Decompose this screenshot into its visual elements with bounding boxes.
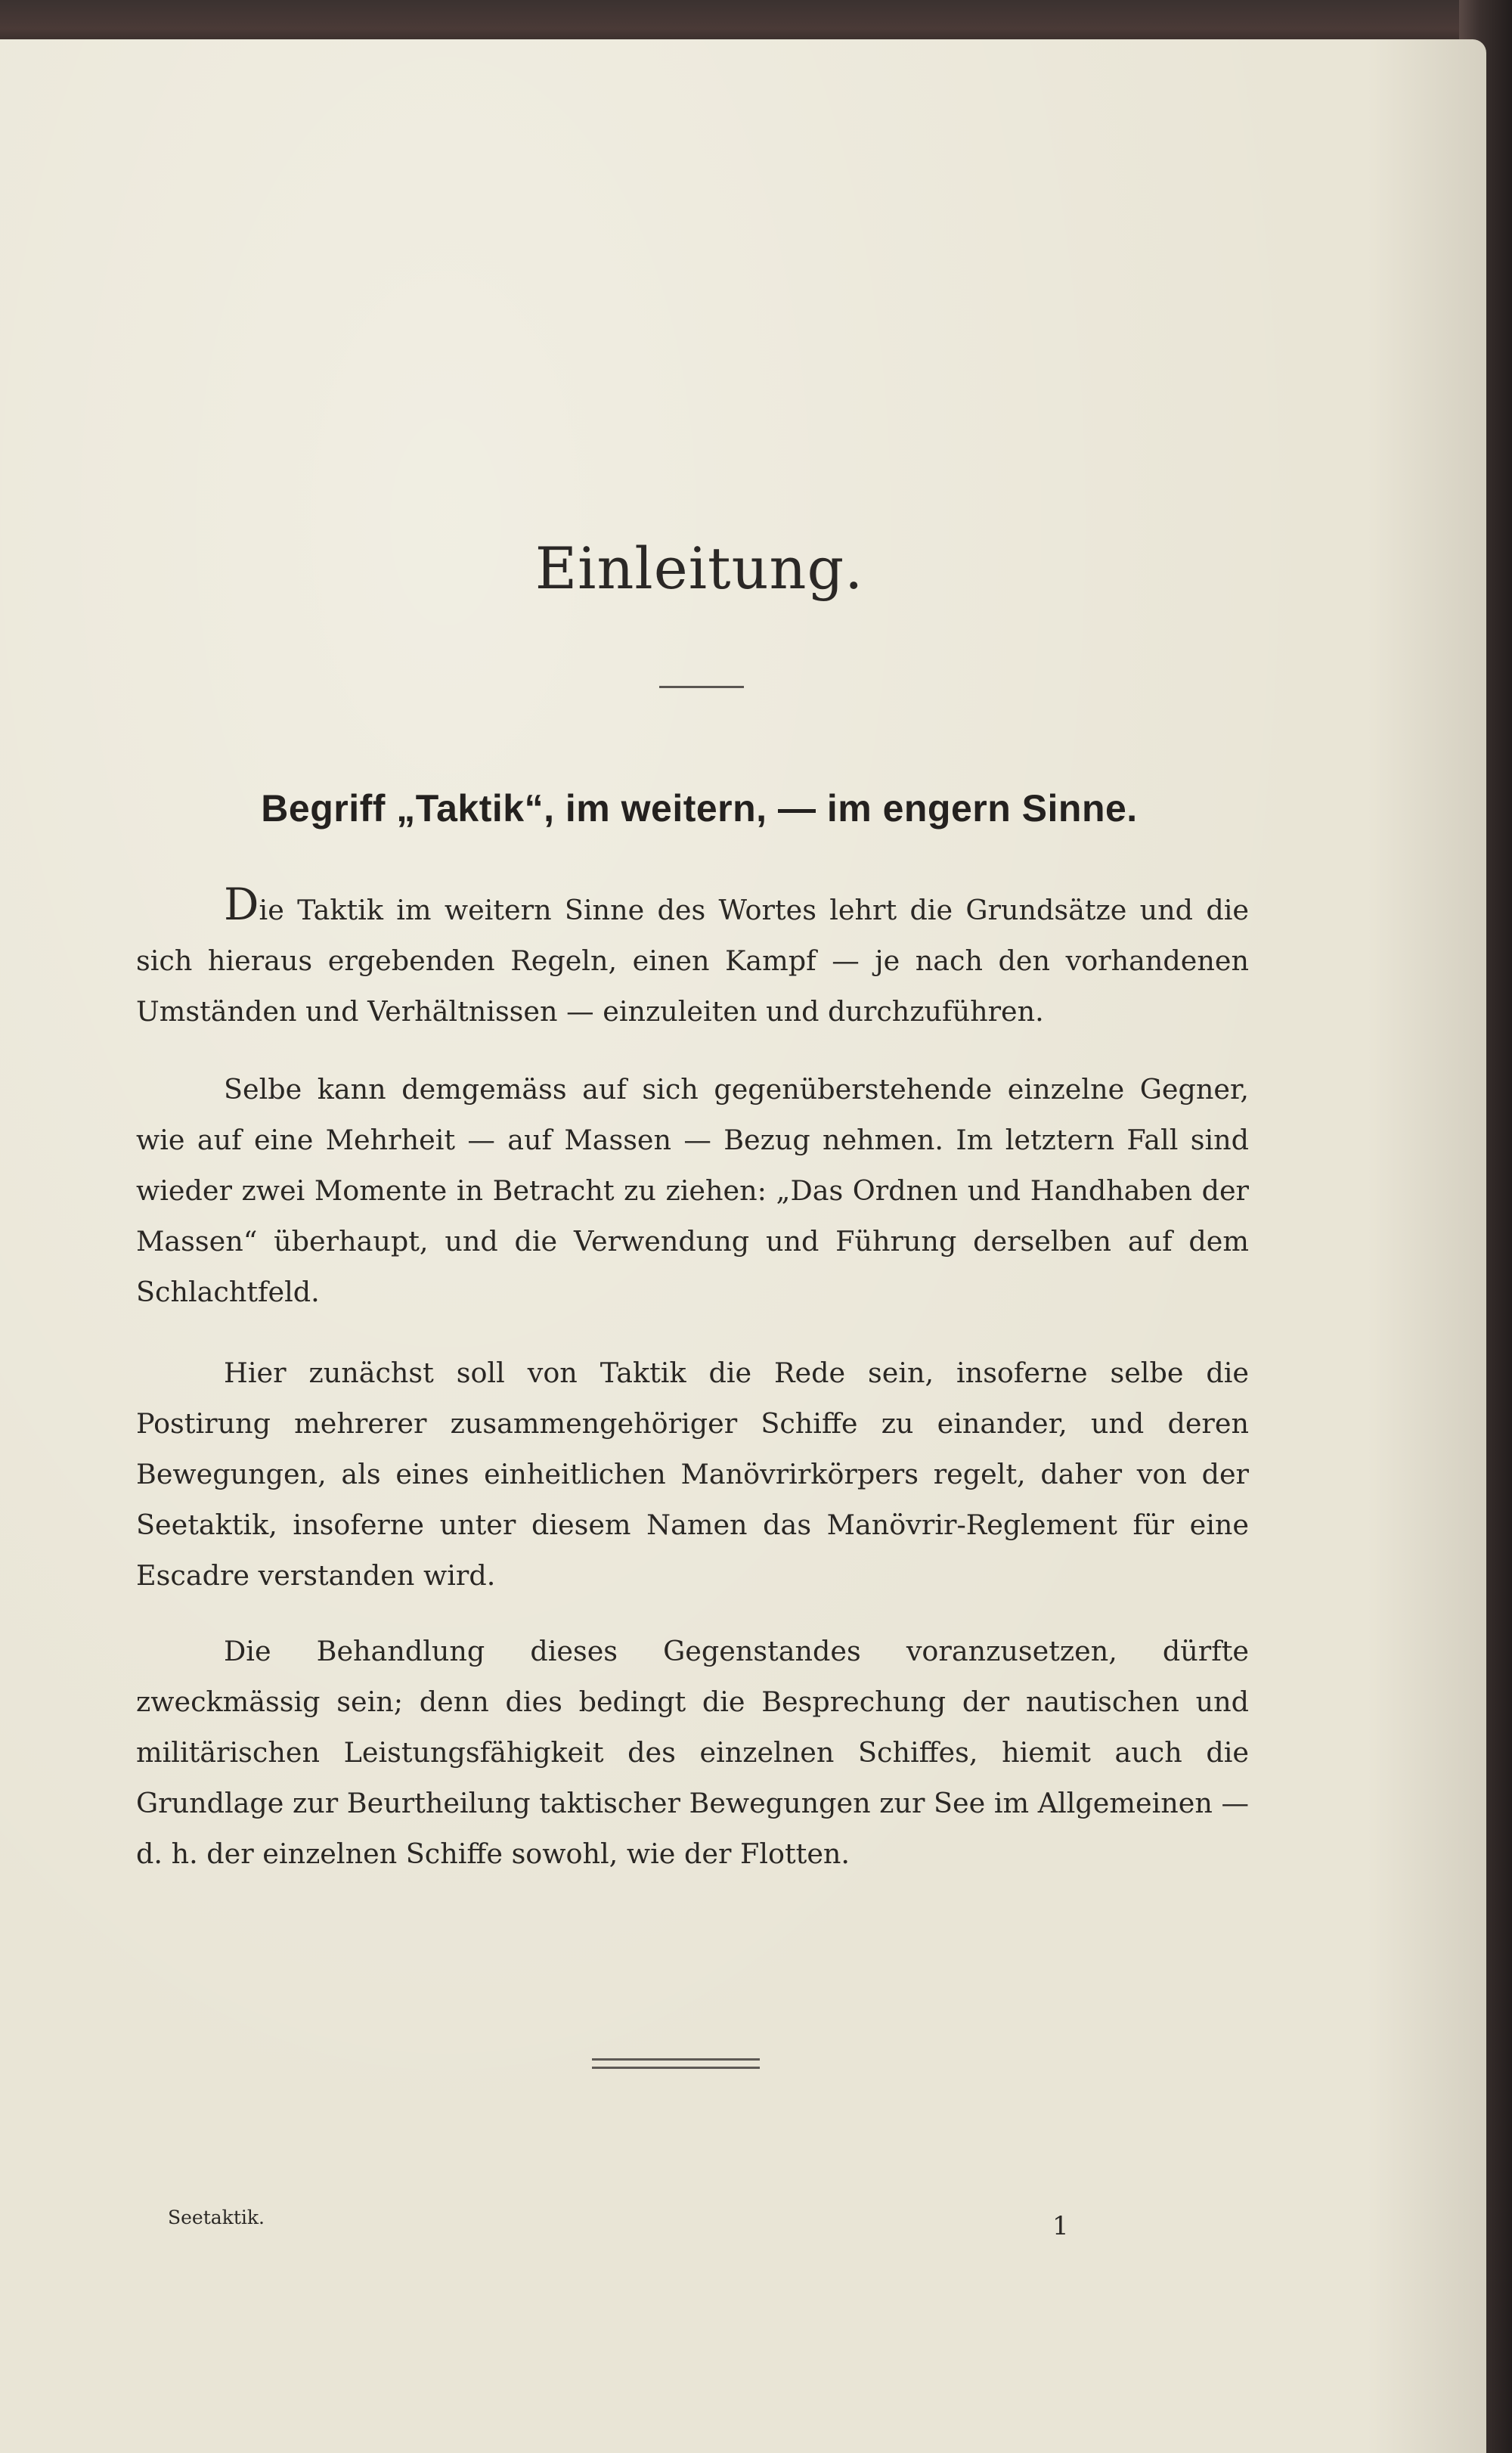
drop-cap: D	[224, 879, 259, 930]
page-number: 1	[1052, 2211, 1069, 2241]
signature-mark: Seetaktik.	[168, 2206, 265, 2228]
paragraph-2	[136, 1064, 1249, 1317]
section-end-rule	[592, 2058, 760, 2069]
paragraph-1-text: ie Taktik im weitern Sinne des Wortes lehrt die Grundsätze und die sich hieraus ergebenden Regeln, einen Kampf — je nach den vorhandenen Umständen und Verhältnissen — einzuleiten und durchzuführen.	[136, 894, 1249, 1028]
paragraph-3-text: Hier zunächst soll von Taktik die Rede sein, insoferne selbe die Postirung mehrerer zusammengehöriger Schiffe zu einander, und deren Bewegungen, als eines einheitlichen Manövrirkörpers regelt, daher von der Seetaktik, insoferne unter diesem Namen das Manövrir-Reglement für eine Escadre verstanden wird.	[136, 1357, 1249, 1592]
section-heading: Begriff „Taktik“, im weitern, — im engern Sinne.	[261, 787, 1138, 830]
paragraph-4	[136, 1626, 1249, 1879]
paragraph-3	[136, 1347, 1249, 1601]
paragraph-1	[136, 879, 1249, 1037]
title-divider	[659, 686, 744, 688]
paragraph-4-text: Die Behandlung dieses Gegenstandes voranzusetzen, dürfte zweckmässig sein; denn dies bedingt die Besprechung der nautischen und militärischen Leistungsfähigkeit des einzelnen Schiffes, hiemit auch die Grundlage zur Beurtheilung taktischer Bewegungen zur See im Allgemeinen — d. h. der einzelnen Schiffe sowohl, wie der Flotten.	[136, 1635, 1249, 1870]
book-page	[0, 39, 1486, 2453]
paragraph-2-text: Selbe kann demgemäss auf sich gegenüberstehende einzelne Gegner, wie auf eine Mehrheit — auf Massen — Bezug nehmen. Im letztern Fall sind wieder zwei Momente in Betracht zu ziehen: „Das Ordnen und Handhaben der Massen“ überhaupt, und die Verwendung und Führung derselben auf dem Schlachtfeld.	[136, 1073, 1249, 1308]
chapter-title: Einleitung.	[534, 535, 864, 602]
